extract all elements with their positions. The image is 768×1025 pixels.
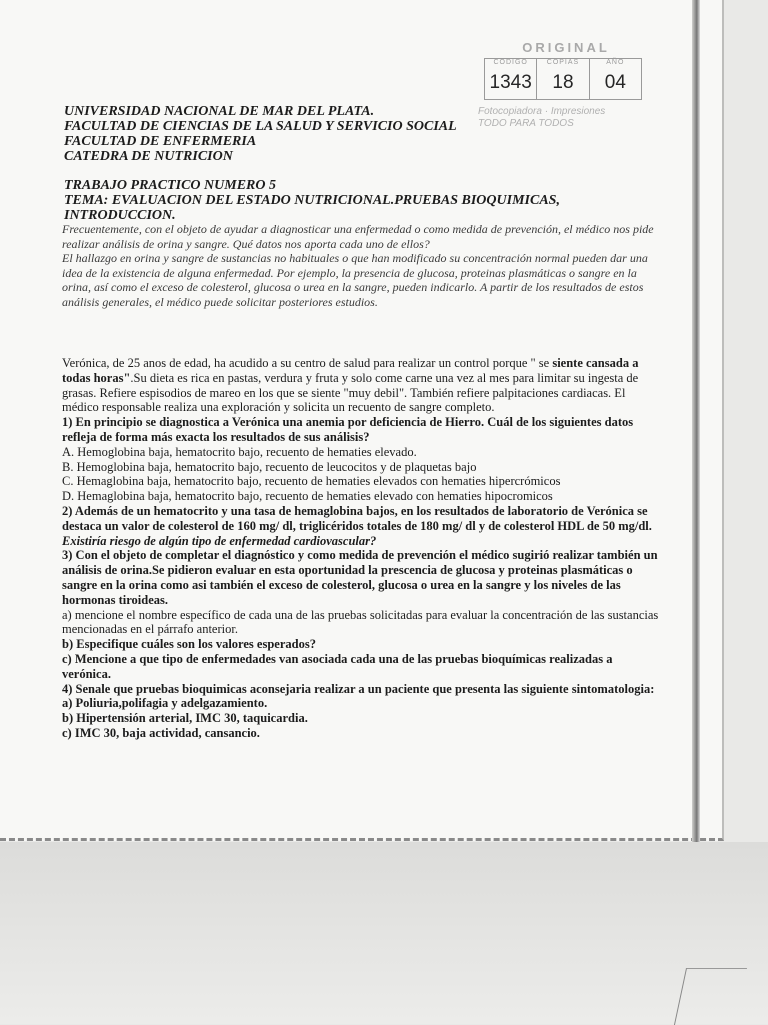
question-1-option-d: D. Hemaglobina baja, hematocrito bajo, recuento de hematies elevado con hematies hipocromicos [62, 489, 553, 504]
stamp-cell-code [485, 59, 537, 99]
question-3-item-c: c) Mencione a que tipo de enfermedades van asociada cada una de las pruebas bioquímicas realizadas a verónica. [62, 651, 613, 681]
case-text-bold: siente cansada a todas horas" [62, 356, 639, 385]
case-text-rest: .Su dieta es rica en pastas, verdura y fruta y solo come carne una vez al mes para limitar su ingesta de grasas. Refiere espisodios de mareo en los que se siente "muy debil". También refiere palpitaciones cardiacas. El médico responsable realiza una exploración y solicita un recuento de sangre completo. [62, 370, 639, 415]
stamp-head-year: AÑO [606, 59, 625, 66]
stamp-value-code: 1343 [489, 72, 532, 93]
stamp-tag-line1: Fotocopiadora · Impresiones [478, 106, 606, 117]
header-chair: CATEDRA DE NUTRICION [64, 149, 233, 164]
tp-number: TRABAJO PRACTICO NUMERO 5 [64, 178, 276, 193]
stamp-grid [484, 58, 642, 100]
question-3-item-b: b) Especifique cuáles son los valores esperados? [62, 637, 316, 652]
copy-stamp [484, 40, 646, 104]
intro-paragraph-1: Frecuentemente, con el objeto de ayudar a diagnosticar una enfermedad o como medida de prevención, el médico nos pide realizar análisis de orina y sangre. Qué datos nos aporta cada uno de ellos? [62, 222, 654, 251]
tp-intro-heading: INTRODUCCION. [64, 208, 176, 223]
assignment-title [64, 178, 560, 223]
header-faculty-nursing: FACULTAD DE ENFERMERIA [64, 134, 257, 149]
stamp-value-copies: 18 [552, 72, 574, 93]
institution-header [64, 104, 457, 164]
stamp-title: ORIGINAL [522, 40, 610, 55]
tp-topic: TEMA: EVALUACION DEL ESTADO NUTRICIONAL.PRUEBAS BIOQUIMICAS, [64, 193, 560, 208]
question-1-option-c: C. Hemaglobina baja, hematocrito bajo, recuento de hematies elevados con hematies hipercrómicos [62, 474, 561, 489]
case-text-start: Verónica, de 25 anos de edad, ha acudido a su centro de salud para realizar un control porque " se [62, 356, 553, 370]
question-4-item-c: c) IMC 30, baja actividad, cansancio. [62, 725, 260, 740]
stamp-cell-copies [537, 59, 589, 99]
stamp-tag-line2: TODO PARA TODOS [478, 118, 574, 129]
stamp-head-copies: COPIAS [546, 59, 580, 66]
header-university: UNIVERSIDAD NACIONAL DE MAR DEL PLATA. [64, 104, 375, 119]
question-3-item-a: a) mencione el nombre específico de cada una de las pruebas solicitadas para evaluar la concentración de las sustancias mencionadas en el párrafo anterior. [62, 607, 659, 637]
question-1-option-a: A. Hemoglobina baja, hematocrito bajo, recuento de hematies elevado. [62, 444, 417, 459]
stamp-cell-year [590, 59, 641, 99]
question-4: 4) Senale que pruebas bioquimicas aconsejaria realizar a un paciente que presenta las siguiente sintomatologia: [62, 681, 655, 696]
introduction-text [62, 222, 662, 309]
question-4-item-b: b) Hipertensión arterial, IMC 30, taquicardia. [62, 711, 308, 726]
question-1: 1) En principio se diagnostica a Verónica una anemia por deficiencia de Hierro. Cuál de los siguientes datos refleja de forma más exacta los resultados de sus análisis? [62, 415, 634, 444]
page-corner-fold [674, 968, 747, 1025]
question-2-prompt: Existiría riesgo de algún tipo de enfermedad cardiovascular? [62, 533, 377, 548]
stamp-head-code: CODIGO [493, 59, 528, 66]
scan-background [0, 842, 768, 1024]
question-1-option-b: B. Hemoglobina baja, hematocrito bajo, recuento de leucocitos y de plaquetas bajo [62, 459, 477, 474]
header-faculty-health: FACULTAD DE CIENCIAS DE LA SALUD Y SERVICIO SOCIAL [64, 119, 457, 134]
stamp-tagline [478, 106, 678, 130]
case-description [62, 356, 662, 415]
exercise-body [62, 356, 662, 741]
intro-paragraph-2: El hallazgo en orina y sangre de sustancias no habituales o que han modificado su concentración normal pueden dar una idea de la existencia de alguna enfermedad. Por ejemplo, la presencia de glucosa, proteinas plasmáticas o sangre en la orina, así como el exceso de colesterol, glucosa o urea en la sangre, pueden indicarlo. A partir de los resultados de estos análisis generales, el médico puede solicitar posteriores estudios. [62, 251, 648, 309]
question-3: 3) Con el objeto de completar el diagnóstico y como medida de prevención el médico sugirió realizar también un análisis de orina.Se pidieron evaluar en esta oportunidad la prescencia de glucosa y proteinas plasmáticas o sangre en la orina como asi también el exceso de colesterol, glucosa o urea en la sangre y los niveles de las hormonas tiroideas. [62, 548, 658, 607]
question-4-item-a: a) Poliuria,polifagia y adelgazamiento. [62, 696, 268, 711]
stamp-value-year: 04 [604, 72, 626, 93]
question-2: 2) Además de un hematocrito y una tasa de hemaglobina bajos, en los resultados de laboratorio de Verónica se destaca un valor de colesterol de 160 mg/ dl, triglicéridos totales de 180 mg/ dl y de colesterol HDL de 50 mg/dl. [62, 503, 652, 533]
